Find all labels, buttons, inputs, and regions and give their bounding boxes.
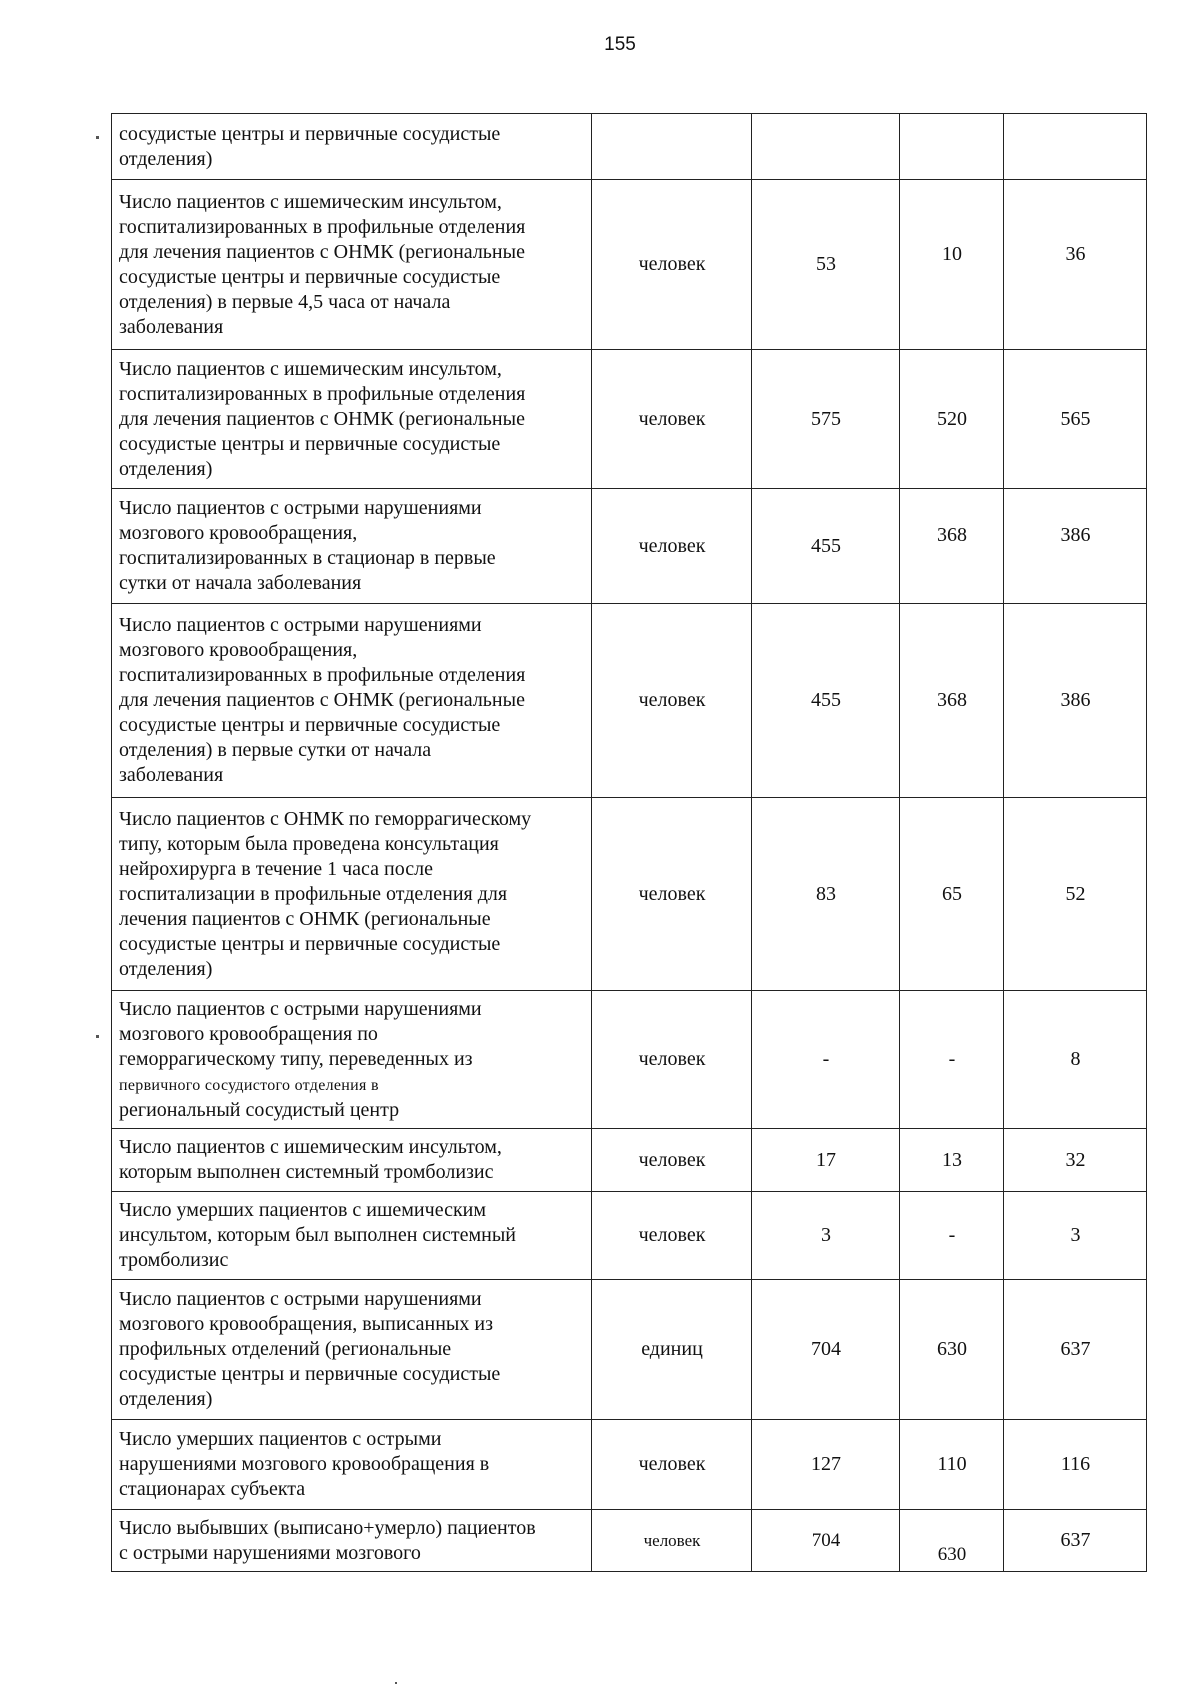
row-value-2: 10 — [900, 180, 1004, 350]
row-value-2: 630 — [900, 1280, 1004, 1420]
row-value-3: 386 — [1004, 604, 1147, 798]
row-value-1: 17 — [752, 1129, 900, 1192]
table-row — [112, 798, 1147, 991]
row-unit — [592, 114, 752, 180]
row-value-3: 32 — [1004, 1129, 1147, 1192]
table-row — [112, 1280, 1147, 1420]
row-value-1: 127 — [752, 1420, 900, 1510]
row-unit: человек — [592, 604, 752, 798]
row-value-3: 637 — [1004, 1510, 1147, 1572]
row-value-1: - — [752, 991, 900, 1129]
row-unit: человек — [592, 1129, 752, 1192]
table-row — [112, 180, 1147, 350]
row-description: Число пациентов с острыми нарушениями мозгового кровообращения, госпитализированных в стационар в первые сутки от начала заболевания — [112, 489, 592, 604]
row-description: Число умерших пациентов с острыми нарушениями мозгового кровообращения в стационарах субъекта — [112, 1420, 592, 1510]
row-unit: человек — [592, 798, 752, 991]
row-value-1: 575 — [752, 350, 900, 489]
row-description: Число умерших пациентов с ишемическим инсультом, которым был выполнен системный тромболизис — [112, 1192, 592, 1280]
row-value-1 — [752, 114, 900, 180]
row-value-1: 704 — [752, 1510, 900, 1572]
row-unit: человек — [592, 350, 752, 489]
table-row — [112, 991, 1147, 1129]
row-unit: единиц — [592, 1280, 752, 1420]
row-description: Число пациентов с острыми нарушениями мозгового кровообращения по геморрагическому типу, переведенных из первичного сосудистого отделения в региональный сосудистый центр — [112, 991, 592, 1129]
row-value-3: 8 — [1004, 991, 1147, 1129]
row-value-2: 368 — [900, 489, 1004, 604]
row-value-2: 520 — [900, 350, 1004, 489]
table-row — [112, 604, 1147, 798]
row-value-3: 3 — [1004, 1192, 1147, 1280]
page-number: 155 — [604, 34, 636, 55]
row-value-3: 637 — [1004, 1280, 1147, 1420]
row-description: Число пациентов с ишемическим инсультом, госпитализированных в профильные отделения для лечения пациентов с ОНМК (региональные сосудистые центры и первичные сосудистые отделения) в первые 4,5 часа от начала заболевания — [112, 180, 592, 350]
row-description: Число выбывших (выписано+умерло) пациентов с острыми нарушениями мозгового — [112, 1510, 592, 1572]
table-row — [112, 350, 1147, 489]
row-value-2: 630 — [900, 1510, 1004, 1572]
row-description: Число пациентов с ишемическим инсультом, которым выполнен системный тромболизис — [112, 1129, 592, 1192]
row-value-2 — [900, 114, 1004, 180]
row-value-2: 65 — [900, 798, 1004, 991]
row-value-2: 110 — [900, 1420, 1004, 1510]
row-description: Число пациентов с ОНМК по геморрагическому типу, которым была проведена консультация нейрохирурга в течение 1 часа после госпитализации в профильные отделения для лечения пациентов с ОНМК (региональные сосудистые центры и первичные сосудистые отделения) — [112, 798, 592, 991]
row-unit: человек — [592, 1420, 752, 1510]
row-value-2: 368 — [900, 604, 1004, 798]
row-value-1: 3 — [752, 1192, 900, 1280]
row-unit: человек — [592, 1192, 752, 1280]
row-value-3: 386 — [1004, 489, 1147, 604]
statistics-table — [111, 113, 1147, 1572]
table-row — [112, 1420, 1147, 1510]
row-value-3: 565 — [1004, 350, 1147, 489]
scan-speck — [96, 1035, 99, 1038]
row-value-2: - — [900, 991, 1004, 1129]
row-value-2: - — [900, 1192, 1004, 1280]
row-description: Число пациентов с острыми нарушениями мозгового кровообращения, госпитализированных в профильные отделения для лечения пациентов с ОНМК (региональные сосудистые центры и первичные сосудистые отделения) в первые сутки от начала заболевания — [112, 604, 592, 798]
table-row — [112, 1192, 1147, 1280]
row-value-3: 52 — [1004, 798, 1147, 991]
scan-speck — [96, 136, 99, 139]
scan-speck — [395, 1682, 397, 1684]
row-value-3: 116 — [1004, 1420, 1147, 1510]
row-unit: человек — [592, 1510, 752, 1572]
table-row — [112, 114, 1147, 180]
row-description: Число пациентов с острыми нарушениями мозгового кровообращения, выписанных из профильных отделений (региональные сосудистые центры и первичные сосудистые отделения) — [112, 1280, 592, 1420]
row-unit: человек — [592, 180, 752, 350]
table-row — [112, 1510, 1147, 1572]
row-value-1: 455 — [752, 489, 900, 604]
row-description: сосудистые центры и первичные сосудистые отделения) — [112, 114, 592, 180]
row-value-1: 83 — [752, 798, 900, 991]
row-value-1: 455 — [752, 604, 900, 798]
row-value-3 — [1004, 114, 1147, 180]
table-row — [112, 489, 1147, 604]
row-unit: человек — [592, 991, 752, 1129]
row-unit: человек — [592, 489, 752, 604]
row-value-2: 13 — [900, 1129, 1004, 1192]
row-value-3: 36 — [1004, 180, 1147, 350]
row-description: Число пациентов с ишемическим инсультом, госпитализированных в профильные отделения для лечения пациентов с ОНМК (региональные сосудистые центры и первичные сосудистые отделения) — [112, 350, 592, 489]
row-value-1: 704 — [752, 1280, 900, 1420]
table-row — [112, 1129, 1147, 1192]
row-value-1: 53 — [752, 180, 900, 350]
